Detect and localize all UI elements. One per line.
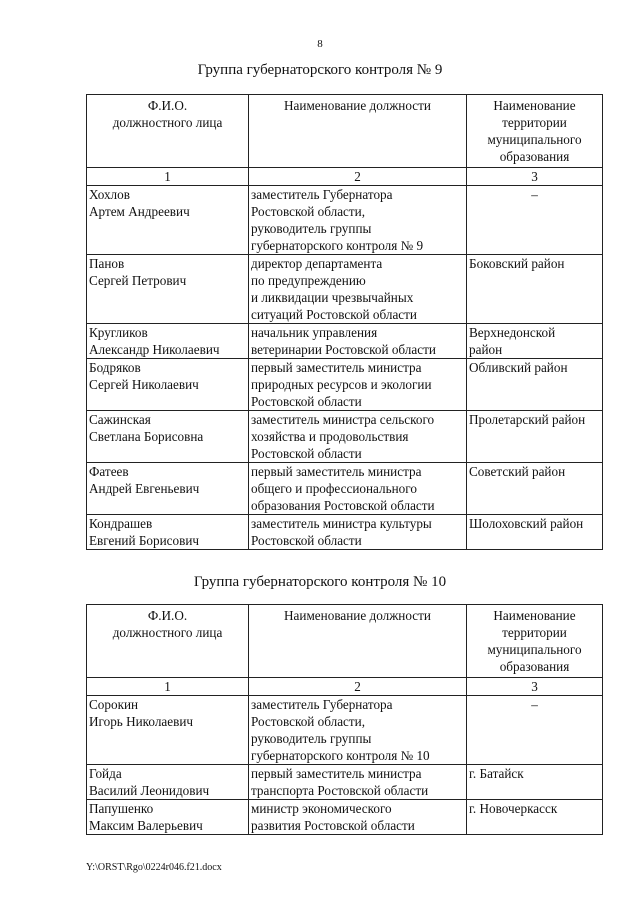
group-10-title: Группа губернаторского контроля № 10 [193, 574, 447, 590]
official-name-cell [87, 800, 249, 835]
cell-line: Панов [89, 256, 125, 271]
position-cell [249, 186, 467, 255]
table-row [87, 800, 603, 835]
cell-line: Пролетарский район [469, 412, 586, 427]
table-row [87, 324, 603, 359]
cell-line: по предупреждению [251, 273, 366, 288]
position-cell [249, 515, 467, 550]
cell-line: директор департамента [251, 256, 383, 271]
cell-line: Папушенко [89, 801, 154, 816]
cell-line: Евгений Борисович [89, 533, 200, 548]
cell-line: природных ресурсов и экологии [251, 377, 432, 392]
cell-line: Ростовской области, [251, 714, 366, 729]
column-number: 1 [87, 168, 249, 186]
territory-cell [467, 324, 603, 359]
column-number: 3 [467, 168, 603, 186]
table-row [87, 765, 603, 800]
cell-line: должностного лица [112, 115, 223, 130]
cell-line: Ф.И.О. [147, 608, 188, 623]
official-name-cell [87, 765, 249, 800]
cell-line: Ростовской области [251, 446, 362, 461]
territory-cell [467, 411, 603, 463]
position-cell [249, 255, 467, 324]
header-territory [467, 605, 603, 678]
cell-line: Игорь Николаевич [89, 714, 194, 729]
document-path-footer: Y:\ORST\Rgo\0224r046.f21.docx [86, 862, 222, 873]
cell-line: Бодряков [89, 360, 141, 375]
table-row [87, 411, 603, 463]
page-number: 8 [317, 38, 323, 50]
cell-line: первый заместитель министра [251, 464, 422, 479]
cell-line: ветеринарии Ростовской области [251, 342, 436, 357]
official-name-cell [87, 359, 249, 411]
cell-line: Советский район [469, 464, 566, 479]
cell-line: Кондрашев [89, 516, 153, 531]
cell-line: Сажинская [89, 412, 151, 427]
header-name [87, 605, 249, 678]
cell-line: образования Ростовской области [251, 498, 435, 513]
territory-cell [467, 359, 603, 411]
cell-line: г. Новочеркасск [469, 801, 558, 816]
position-cell [249, 324, 467, 359]
group-9-table [86, 94, 603, 550]
cell-line: – [531, 187, 538, 202]
territory-cell [467, 255, 603, 324]
territory-cell [467, 765, 603, 800]
header-position [249, 95, 467, 168]
cell-line: Сергей Петрович [89, 273, 187, 288]
cell-line: Светлана Борисовна [89, 429, 204, 444]
cell-line: образования [499, 659, 570, 674]
cell-line: образования [499, 149, 570, 164]
cell-line: Ростовской области [251, 394, 362, 409]
cell-line: развития Ростовской области [251, 818, 415, 833]
cell-line: территории [502, 625, 567, 640]
cell-line: транспорта Ростовской области [251, 783, 429, 798]
table-row [87, 255, 603, 324]
header-position [249, 605, 467, 678]
official-name-cell [87, 515, 249, 550]
group-9-title: Группа губернаторского контроля № 9 [197, 62, 443, 78]
cell-line: Артем Андреевич [89, 204, 190, 219]
column-number: 3 [467, 678, 603, 696]
table-row [87, 515, 603, 550]
header-name [87, 95, 249, 168]
column-number-row [87, 678, 603, 696]
cell-line: первый заместитель министра [251, 360, 422, 375]
cell-line: – [531, 697, 538, 712]
cell-line: и ликвидации чрезвычайных [251, 290, 414, 305]
cell-line: Верхнедонской [469, 325, 556, 340]
cell-line: муниципального [487, 132, 582, 147]
column-number-row [87, 168, 603, 186]
position-cell [249, 765, 467, 800]
cell-line: руководитель группы [251, 221, 372, 236]
official-name-cell [87, 463, 249, 515]
official-name-cell [87, 411, 249, 463]
header-territory [467, 95, 603, 168]
cell-line: Александр Николаевич [89, 342, 220, 357]
cell-line: Сергей Николаевич [89, 377, 199, 392]
cell-line: Фатеев [89, 464, 129, 479]
cell-line: Наименование должности [284, 608, 431, 623]
column-number: 2 [249, 678, 467, 696]
cell-line: Василий Леонидович [89, 783, 210, 798]
cell-line: территории [502, 115, 567, 130]
cell-line: должностного лица [112, 625, 223, 640]
cell-line: общего и профессионального [251, 481, 417, 496]
cell-line: министр экономического [251, 801, 392, 816]
cell-line: губернаторского контроля № 9 [251, 238, 424, 253]
cell-line: хозяйства и продовольствия [251, 429, 409, 444]
cell-line: муниципального [487, 642, 582, 657]
cell-line: Наименование должности [284, 98, 431, 113]
column-number: 1 [87, 678, 249, 696]
official-name-cell [87, 186, 249, 255]
table-row [87, 359, 603, 411]
cell-line: г. Батайск [469, 766, 524, 781]
official-name-cell [87, 324, 249, 359]
table-row [87, 463, 603, 515]
cell-line: Хохлов [89, 187, 130, 202]
cell-line: Ростовской области, [251, 204, 366, 219]
position-cell [249, 411, 467, 463]
territory-cell [467, 463, 603, 515]
cell-line: первый заместитель министра [251, 766, 422, 781]
column-number: 2 [249, 168, 467, 186]
cell-line: Шолоховский район [469, 516, 584, 531]
cell-line: ситуаций Ростовской области [251, 307, 417, 322]
table-row [87, 696, 603, 765]
territory-cell [467, 515, 603, 550]
cell-line: Андрей Евгеньевич [89, 481, 200, 496]
cell-line: руководитель группы [251, 731, 372, 746]
territory-cell [467, 186, 603, 255]
table-row [87, 186, 603, 255]
position-cell [249, 359, 467, 411]
cell-line: заместитель министра культуры [251, 516, 432, 531]
cell-line: заместитель Губернатора [251, 697, 393, 712]
cell-line: заместитель Губернатора [251, 187, 393, 202]
cell-line: Кругликов [89, 325, 148, 340]
territory-cell [467, 696, 603, 765]
official-name-cell [87, 696, 249, 765]
cell-line: губернаторского контроля № 10 [251, 748, 430, 763]
cell-line: Сорокин [89, 697, 139, 712]
cell-line: Гойда [89, 766, 122, 781]
cell-line: Ф.И.О. [147, 98, 188, 113]
position-cell [249, 463, 467, 515]
cell-line: заместитель министра сельского [251, 412, 435, 427]
cell-line: Ростовской области [251, 533, 362, 548]
header-row [87, 605, 603, 678]
header-row [87, 95, 603, 168]
cell-line: район [469, 342, 503, 357]
cell-line: Максим Валерьевич [89, 818, 203, 833]
cell-line: Наименование [493, 98, 576, 113]
position-cell [249, 696, 467, 765]
cell-line: Боковский район [469, 256, 565, 271]
group-10-table [86, 604, 603, 835]
cell-line: Наименование [493, 608, 576, 623]
territory-cell [467, 800, 603, 835]
cell-line: начальник управления [251, 325, 378, 340]
official-name-cell [87, 255, 249, 324]
cell-line: Обливский район [469, 360, 568, 375]
position-cell [249, 800, 467, 835]
